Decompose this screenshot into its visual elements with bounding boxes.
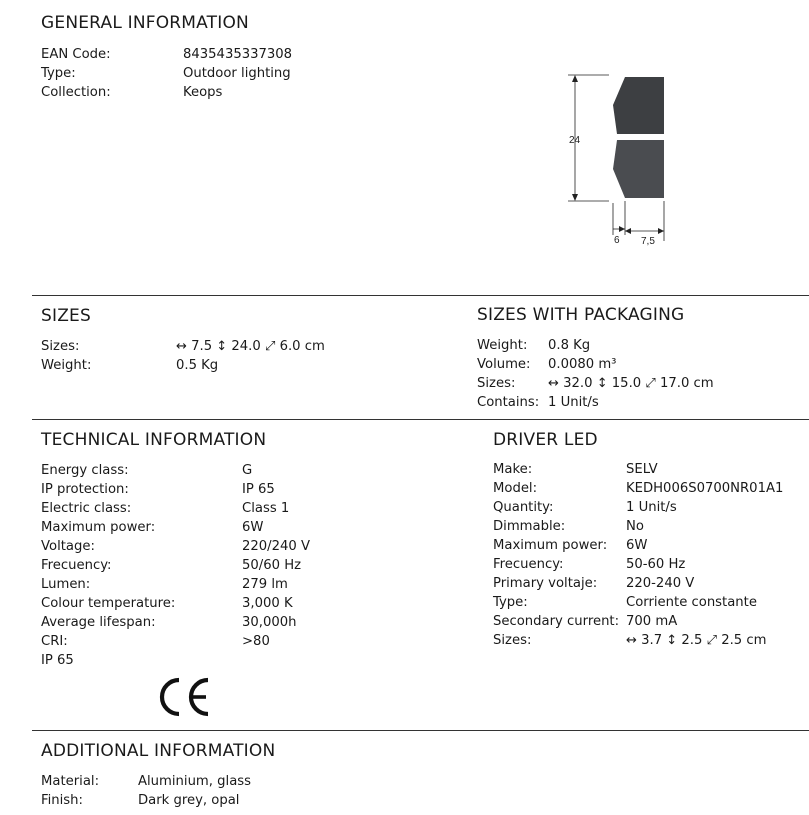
row-value: 0.8 Kg [548, 338, 591, 353]
row-value: G [242, 463, 253, 478]
row-value: 220-240 V [626, 576, 695, 591]
row-label: Weight: [477, 338, 528, 353]
width-arrow-icon: ↔ [548, 376, 559, 391]
general-information-heading: GENERAL INFORMATION [41, 13, 249, 33]
depth-value: 17.0 cm [659, 376, 714, 391]
row-value: Aluminium, glass [138, 774, 252, 789]
row-value: 6W [626, 538, 648, 553]
technical-information-heading: TECHNICAL INFORMATION [41, 430, 267, 450]
dimension-values [176, 339, 325, 354]
row-label: Maximum power: [41, 520, 156, 535]
row-label: Sizes: [477, 376, 516, 391]
depth-arrow-icon: ⤢ [264, 339, 276, 354]
row-label: Type: [493, 595, 528, 610]
row-label: Electric class: [41, 501, 132, 516]
row-value: 3,000 K [242, 596, 293, 611]
row-value: 220/240 V [242, 539, 310, 554]
height-value: 2.5 [681, 633, 703, 648]
width-dimension-label: 7,5 [641, 236, 655, 247]
row-value: KEDH006S0700NR01A1 [626, 481, 784, 496]
depth-dimension-label: 6 [614, 235, 620, 246]
row-label: IP protection: [41, 482, 129, 497]
product-dimension-drawing [555, 65, 675, 255]
dimension-values [548, 376, 714, 391]
divider [32, 419, 809, 420]
height-dimension-label: 24 [569, 135, 581, 146]
row-label: Primary voltaje: [493, 576, 598, 591]
height-value: 15.0 [611, 376, 642, 391]
ce-mark-icon [156, 676, 212, 718]
row-value: 279 lm [242, 577, 288, 592]
row-label: Material: [41, 774, 100, 789]
row-label: Contains: [477, 395, 540, 410]
row-value: No [626, 519, 644, 534]
row-value: Class 1 [242, 501, 290, 516]
row-value: 700 mA [626, 614, 678, 629]
row-label: Model: [493, 481, 538, 496]
divider [32, 730, 809, 731]
row-label: Sizes: [493, 633, 532, 648]
row-value: 0.5 Kg [176, 358, 219, 373]
row-value: 8435435337308 [183, 47, 293, 62]
lamp-lower-face [613, 140, 664, 198]
row-value: 1 Unit/s [626, 500, 677, 515]
depth-arrow-icon: ⤢ [706, 633, 717, 648]
row-label: Sizes: [41, 339, 80, 354]
lamp-upper-face [613, 77, 664, 134]
row-value: SELV [626, 462, 658, 477]
row-label: Quantity: [493, 500, 554, 515]
row-label: Make: [493, 462, 533, 477]
driver-led-heading: DRIVER LED [493, 430, 598, 450]
row-label: Finish: [41, 793, 83, 808]
row-value: 50/60 Hz [242, 558, 302, 573]
row-label: CRI: [41, 634, 68, 649]
row-value: Outdoor lighting [183, 66, 291, 81]
width-arrow-icon: ↔ [626, 633, 637, 648]
row-value: IP 65 [242, 482, 275, 497]
sizes-heading: SIZES [41, 306, 91, 326]
row-value: Keops [183, 85, 223, 100]
row-value: Dark grey, opal [138, 793, 240, 808]
ip-rating-text: IP 65 [41, 653, 74, 668]
width-arrow-icon: ↔ [176, 339, 187, 354]
row-label: Voltage: [41, 539, 95, 554]
row-label: Frecuency: [41, 558, 112, 573]
width-value: 32.0 [563, 376, 593, 391]
height-arrow-icon: ↕ [216, 339, 228, 354]
row-label: Colour temperature: [41, 596, 176, 611]
height-value: 24.0 [231, 339, 261, 354]
row-value: 6W [242, 520, 264, 535]
row-label: Average lifespan: [41, 615, 156, 630]
depth-value: 6.0 cm [279, 339, 325, 354]
row-label: Frecuency: [493, 557, 564, 572]
depth-value: 2.5 cm [721, 633, 767, 648]
row-value: 0.0080 m³ [548, 357, 617, 372]
row-label: Lumen: [41, 577, 91, 592]
width-value: 3.7 [641, 633, 663, 648]
width-value: 7.5 [191, 339, 213, 354]
row-value: 1 Unit/s [548, 395, 599, 410]
row-value: 50-60 Hz [626, 557, 686, 572]
row-value: >80 [242, 634, 270, 649]
divider [32, 295, 809, 296]
row-value: 30,000h [242, 615, 297, 630]
row-label: Weight: [41, 358, 92, 373]
row-label: Collection: [41, 85, 111, 100]
row-label: Type: [41, 66, 76, 81]
row-label: Volume: [477, 357, 531, 372]
additional-information-heading: ADDITIONAL INFORMATION [41, 741, 276, 761]
row-label: EAN Code: [41, 47, 111, 62]
row-label: Dimmable: [493, 519, 566, 534]
height-arrow-icon: ↕ [596, 376, 608, 391]
row-label: Secondary current: [493, 614, 620, 629]
row-label: Energy class: [41, 463, 129, 478]
row-value: Corriente constante [626, 595, 757, 610]
row-label: Maximum power: [493, 538, 608, 553]
depth-arrow-icon: ⤢ [645, 376, 656, 391]
height-arrow-icon: ↕ [666, 633, 678, 648]
dimension-values [626, 633, 766, 648]
packaging-heading: SIZES WITH PACKAGING [477, 305, 685, 325]
